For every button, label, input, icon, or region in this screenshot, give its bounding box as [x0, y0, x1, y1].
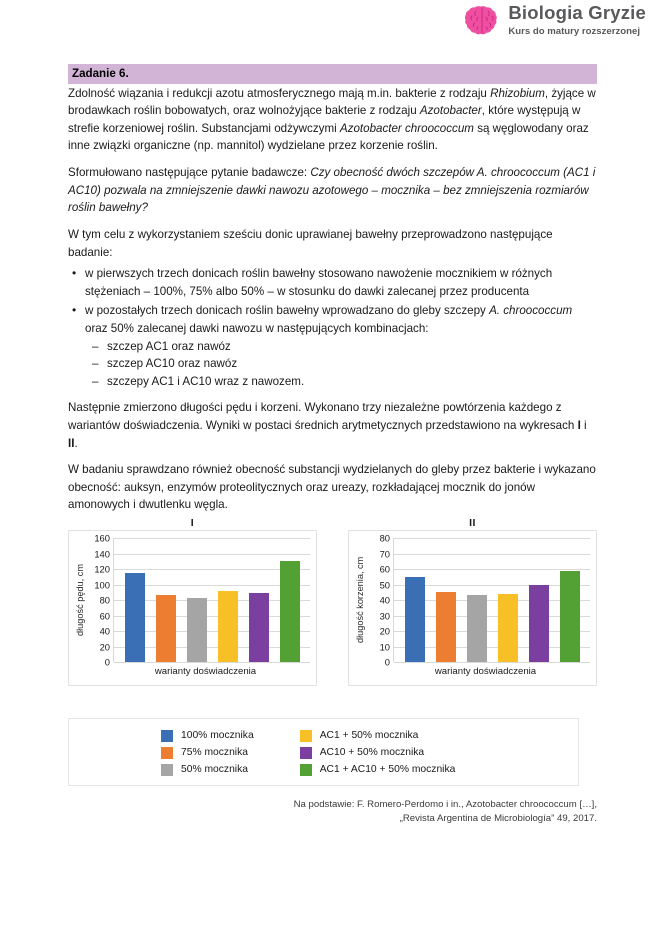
bar — [156, 595, 176, 662]
results-text-c: i — [580, 419, 587, 432]
list-item: – szczep AC1 oraz nawóz — [107, 338, 597, 356]
chart-1-x-axis-label: warianty doświadczenia — [154, 666, 257, 677]
chart-ref-2: II — [68, 436, 75, 450]
y-tick-label: 40 — [379, 594, 390, 606]
bar — [125, 573, 145, 662]
legend-item — [300, 747, 456, 759]
logo-subtitle: Kurs do matury rozszerzonej — [508, 25, 641, 37]
intro-line4: są węglowodany oraz inne związki organiczne (np. mannitol) wydzielane przez korzenie roślin. — [68, 121, 589, 153]
site-logo — [465, 4, 646, 36]
legend-swatch — [161, 747, 173, 759]
method-bullet-list — [68, 265, 597, 390]
chart-1-y-ticks — [87, 532, 113, 668]
bar — [498, 594, 518, 662]
y-tick-label: 80 — [379, 532, 390, 544]
chart-2-x-axis-label: warianty doświadczenia — [434, 666, 537, 677]
list-item — [85, 265, 597, 300]
chart-2-bars — [394, 538, 590, 662]
list-item: – szczep AC10 oraz nawóz — [107, 355, 597, 373]
chart-2-box — [348, 530, 597, 686]
legend-swatch — [300, 730, 312, 742]
y-tick-label: 120 — [94, 563, 110, 575]
y-tick-label: 10 — [379, 641, 390, 652]
method-sub-list — [85, 338, 597, 391]
bar — [467, 595, 487, 662]
chart-1-grid — [113, 538, 310, 662]
list-item — [85, 302, 597, 390]
y-tick-label: 80 — [99, 594, 110, 606]
y-tick-label: 60 — [379, 563, 390, 575]
intro-line1: Zdolność wiązania i redukcji azotu atmosferycznego mają m.in. bakterie z rodzaju — [68, 86, 487, 100]
chart-ref-1: I — [577, 419, 581, 432]
legend-column-1 — [161, 730, 254, 776]
chart-1-title: I — [190, 517, 195, 529]
legend-label: 50% mocznika — [181, 763, 248, 775]
chart-1-plot — [73, 532, 310, 668]
list-item: – szczepy AC1 i AC10 wraz z nawozem. — [107, 373, 597, 391]
results-paragraph — [68, 399, 597, 452]
bar — [187, 598, 207, 662]
research-question-paragraph — [68, 164, 597, 217]
y-tick-label: 100 — [94, 579, 110, 590]
method-intro: W tym celu z wykorzystaniem sześciu donic uprawianej bawełny przeprowadzono następujące badanie: — [68, 227, 553, 259]
bar — [249, 593, 269, 662]
y-tick-label: 70 — [379, 548, 390, 559]
gridline — [394, 662, 590, 663]
y-tick-label: 20 — [379, 625, 390, 637]
intro-line2: , żyjące w brodawkach roślin bobowatych, oraz wolnożyjące bakterie z rodzaju — [68, 86, 596, 118]
chart-2-plot — [353, 532, 590, 668]
chart-1-box — [68, 530, 317, 686]
bullet-2-prefix: w pozostałych trzech donicach roślin bawełny wprowadzano do gleby szczepy — [85, 304, 490, 318]
chart-2-y-axis-label: długość korzenia, cm — [355, 556, 365, 644]
logo-title: Biologia Gryzie — [508, 2, 646, 23]
legend-label: 75% mocznika — [181, 746, 248, 758]
intro-line3: , które występują w strefie korzeniowej roślin. Substancjami odżywczymi — [68, 104, 581, 135]
species-azotobacter-chroococcum: Azotobacter chroococcum — [339, 121, 474, 135]
intro-paragraph — [68, 85, 597, 155]
research-question-lead: Sformułowano następujące pytanie badawcze: — [68, 166, 311, 180]
y-tick-label: 140 — [94, 548, 110, 559]
legend-swatch — [161, 764, 173, 776]
legend-swatch — [161, 730, 173, 742]
bar — [436, 592, 456, 662]
bullet-2-suffix: oraz 50% zalecanej dawki nawozu w następujących kombinacjach: — [85, 321, 429, 335]
substances-paragraph: W badaniu sprawdzano również obecność substancji wydzielanych do gleby przez bakterie i wykazano obecność: auksyn, enzymów proteolitycznych oraz ureazy, rozkładającej mocznik do jonów amonowych i dwutlenku węgla. — [68, 463, 596, 512]
chart-1-y-axis-label: długość pędu, cm — [75, 564, 85, 637]
gridline — [114, 662, 310, 663]
chart-legend — [68, 718, 579, 786]
legend-swatch — [300, 764, 312, 776]
bar — [529, 585, 549, 663]
chart-panel-2 — [348, 516, 597, 686]
source-line-1: Na podstawie: F. Romero-Perdomo i in., Azotobacter chroococcum […], — [293, 799, 597, 810]
bullet-2-italic: A. chroococcum — [489, 304, 573, 318]
legend-item — [161, 747, 254, 759]
chart-2-title: II — [469, 517, 476, 529]
chart-2-y-ticks — [367, 532, 393, 668]
bar — [218, 591, 238, 662]
y-tick-label: 160 — [94, 532, 110, 544]
legend-label: AC1 + AC10 + 50% mocznika — [319, 763, 456, 775]
y-tick-label: 0 — [384, 656, 390, 668]
legend-label: AC10 + 50% mocznika — [319, 746, 425, 758]
bar — [405, 577, 425, 662]
brain-icon — [465, 5, 499, 36]
chart-2-grid — [393, 538, 590, 662]
results-text-a: Następnie zmierzono długości pędu i korzeni. Wykonano trzy niezależne powtórzenia każdego z wariantów doświadczenia. Wyniki w postaci średnich arytmetycznych przedstawiono na wykresach — [68, 401, 578, 432]
y-tick-label: 30 — [379, 610, 390, 621]
legend-column-2 — [300, 730, 456, 776]
legend-swatch — [300, 747, 312, 759]
y-tick-label: 50 — [379, 579, 390, 590]
y-tick-label: 20 — [99, 641, 110, 652]
y-tick-label: 0 — [104, 656, 110, 668]
bar — [280, 561, 300, 662]
legend-item — [161, 730, 254, 742]
source-citation — [68, 798, 597, 827]
chart-panel-1 — [68, 516, 317, 686]
legend-label: 100% mocznika — [181, 729, 254, 741]
research-question-text: Czy obecność dwóch szczepów A. chroococcum (AC1 i AC10) pozwala na zmniejszenie dawki nawozu azotowego – mocznika – bez zmniejszenia rozmiarów roślin bawełny? — [68, 166, 596, 215]
legend-label: AC1 + 50% mocznika — [319, 729, 419, 741]
y-tick-label: 40 — [99, 625, 110, 637]
genus-rhizobium: Rhizobium — [490, 86, 545, 100]
chart-1-bars — [114, 538, 310, 662]
bullet-1-text: w pierwszych trzech donicach roślin bawełny stosowano nawożenie mocznikiem w różnych stężeniach – 100%, 75% albo 50% – w stosunku do dawki zalecanej przez producenta — [85, 267, 553, 298]
task-number-band: Zadanie 6. — [68, 64, 597, 84]
charts-row — [68, 516, 597, 686]
source-line-2: „Revista Argentina de Microbiología” 49, 2017. — [399, 813, 597, 825]
legend-item — [161, 764, 254, 776]
genus-azotobacter: Azotobacter — [419, 104, 482, 118]
legend-item — [300, 764, 456, 776]
document-body — [68, 64, 597, 514]
legend-item — [300, 730, 456, 742]
results-text-e: . — [74, 436, 78, 450]
y-tick-label: 60 — [99, 610, 110, 621]
bar — [560, 571, 580, 662]
